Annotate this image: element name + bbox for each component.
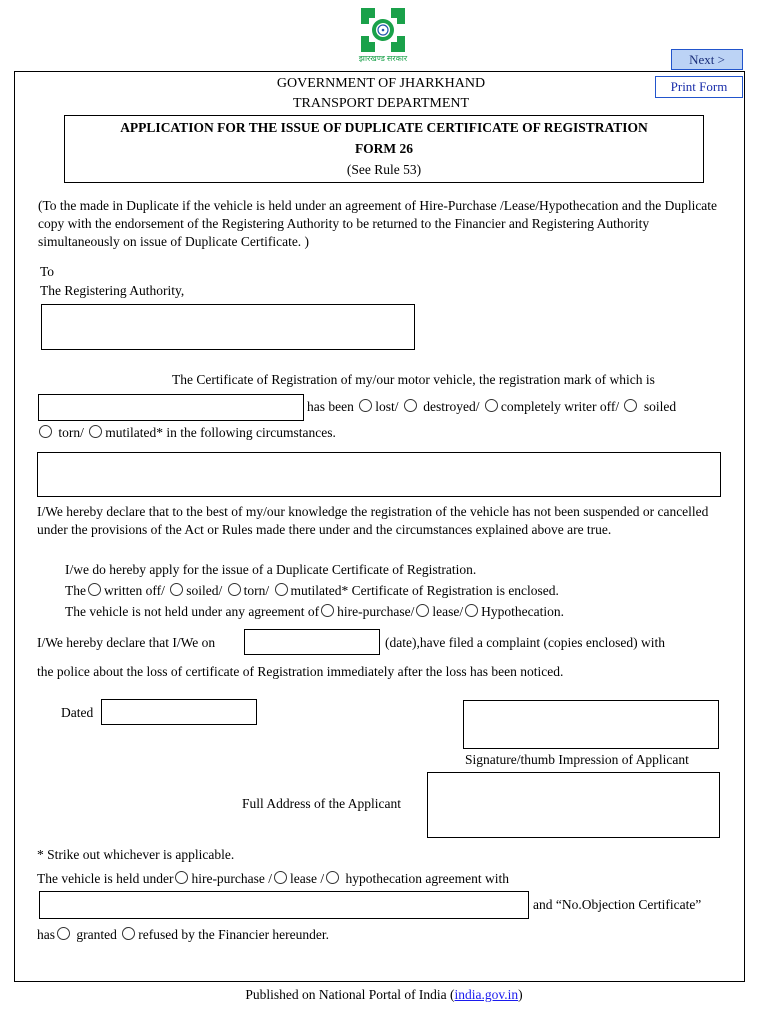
not-held-row	[65, 603, 564, 620]
hu-hire-label: hire-purchase /	[191, 871, 273, 886]
granted-radio[interactable]	[57, 927, 70, 940]
noc-text: and “No.Objection Certificate”	[533, 897, 702, 912]
complaint-lead: I/We hereby declare that I/We on	[37, 635, 216, 650]
written-off-label: completely writer off/	[500, 399, 620, 414]
dated-input[interactable]	[101, 699, 257, 725]
address-label: Full Address of the Applicant	[242, 796, 401, 811]
the-label: The	[65, 583, 86, 598]
registering-authority-input[interactable]	[41, 304, 415, 350]
department-heading: TRANSPORT DEPARTMENT	[292, 96, 470, 111]
published-close: )	[518, 987, 523, 1002]
has-label: has	[37, 927, 55, 942]
signature-label: Signature/thumb Impression of Applicant	[465, 752, 689, 767]
granted-row	[37, 926, 329, 943]
complaint-tail: (date),have filed a complaint (copies enclosed) with	[385, 635, 666, 650]
lost-radio[interactable]	[359, 399, 372, 412]
destroyed-label: destroyed/	[423, 399, 480, 414]
certificate-lead-text: The Certificate of Registration of my/our motor vehicle, the registration mark of which is	[172, 372, 655, 387]
nh-lease-label: lease/	[432, 604, 464, 619]
torn-label: torn/	[58, 425, 84, 440]
enc-soiled-radio[interactable]	[170, 583, 183, 596]
published-text: Published on National Portal of India (	[245, 987, 455, 1002]
enc-written-radio[interactable]	[88, 583, 101, 596]
mutilated-radio[interactable]	[89, 425, 102, 438]
damage-options-row	[307, 398, 676, 415]
nh-hire-label: hire-purchase/	[337, 604, 415, 619]
refused-radio[interactable]	[122, 927, 135, 940]
published-line	[0, 986, 768, 1003]
nh-hire-radio[interactable]	[321, 604, 334, 617]
soiled-radio[interactable]	[624, 399, 637, 412]
emblem-icon	[355, 4, 411, 56]
to-label: To	[40, 264, 55, 279]
destroyed-radio[interactable]	[404, 399, 417, 412]
enc-torn-label: torn/	[243, 583, 270, 598]
complaint-line-2: the police about the loss of certificate of Registration immediately after the loss has been noticed.	[37, 664, 564, 679]
form-title: APPLICATION FOR THE ISSUE OF DUPLICATE CERTIFICATE OF REGISTRATION	[120, 120, 648, 135]
enc-mutilated-radio[interactable]	[275, 583, 288, 596]
hu-hire-radio[interactable]	[175, 871, 188, 884]
mutilated-label: mutilated* in the following circumstances.	[105, 425, 336, 440]
soiled-label: soiled	[643, 399, 677, 414]
has-been-label: has been	[307, 399, 354, 414]
authority-label: The Registering Authority,	[40, 283, 185, 298]
held-under-label: The vehicle is held under	[37, 871, 174, 886]
written-off-radio[interactable]	[485, 399, 498, 412]
enc-torn-radio[interactable]	[228, 583, 241, 596]
enc-mutilated-label: mutilated* Certificate of Registration is enclosed.	[290, 583, 559, 598]
nh-lease-radio[interactable]	[416, 604, 429, 617]
logo-caption: झारखण्ड सरकार	[358, 54, 408, 63]
declaration-text: I/We hereby declare that to the best of my/our knowledge the registration of the vehicle has not been suspended or cancelled under the provisions of the Act or Rules made there under and the circumstances explained above are true.	[37, 504, 709, 537]
india-gov-link[interactable]: india.gov.in	[454, 987, 519, 1002]
nh-hypo-label: Hypothecation.	[481, 604, 564, 619]
financier-input[interactable]	[39, 891, 529, 919]
hu-hypo-radio[interactable]	[326, 871, 339, 884]
rule-reference: (See Rule 53)	[346, 162, 422, 177]
held-under-row	[37, 870, 509, 887]
signature-box[interactable]	[463, 700, 719, 749]
refused-label: refused by the Financier hereunder.	[138, 927, 330, 942]
intro-note: (To the made in Duplicate if the vehicle is held under an agreement of Hire-Purchase /Lease/Hypothecation and the Duplicate copy with the endorsement of the Registering Authority to be returned to the Financier and Registering Authority simultaneously on issue of Duplicate Certificate. )	[38, 198, 718, 249]
torn-radio[interactable]	[39, 425, 52, 438]
print-form-button[interactable]: Print Form	[655, 76, 743, 98]
hu-hypo-label: hypothecation agreement with	[345, 871, 509, 886]
nh-hypo-radio[interactable]	[465, 604, 478, 617]
enc-soiled-label: soiled/	[186, 583, 223, 598]
enc-written-label: written off/	[104, 583, 165, 598]
jharkhand-logo	[355, 4, 411, 62]
dated-label: Dated	[61, 705, 94, 720]
hu-lease-label: lease /	[290, 871, 325, 886]
not-held-label: The vehicle is not held under any agreement of	[65, 604, 320, 619]
government-heading: GOVERNMENT OF JHARKHAND	[276, 76, 486, 91]
enclosed-row	[65, 582, 559, 599]
apply-text: I/we do hereby apply for the issue of a Duplicate Certificate of Registration.	[65, 562, 477, 577]
circumstances-input[interactable]	[37, 452, 721, 497]
hu-lease-radio[interactable]	[274, 871, 287, 884]
form-number: FORM 26	[354, 141, 414, 156]
granted-label: granted	[76, 927, 117, 942]
lost-label: lost/	[375, 399, 399, 414]
strike-note: * Strike out whichever is applicable.	[37, 847, 235, 862]
complaint-date-input[interactable]	[244, 629, 380, 655]
applicant-address-input[interactable]	[427, 772, 720, 838]
registration-mark-input[interactable]	[38, 394, 304, 421]
next-button[interactable]: Next >	[671, 49, 743, 70]
damage-options-row-2	[37, 424, 336, 441]
